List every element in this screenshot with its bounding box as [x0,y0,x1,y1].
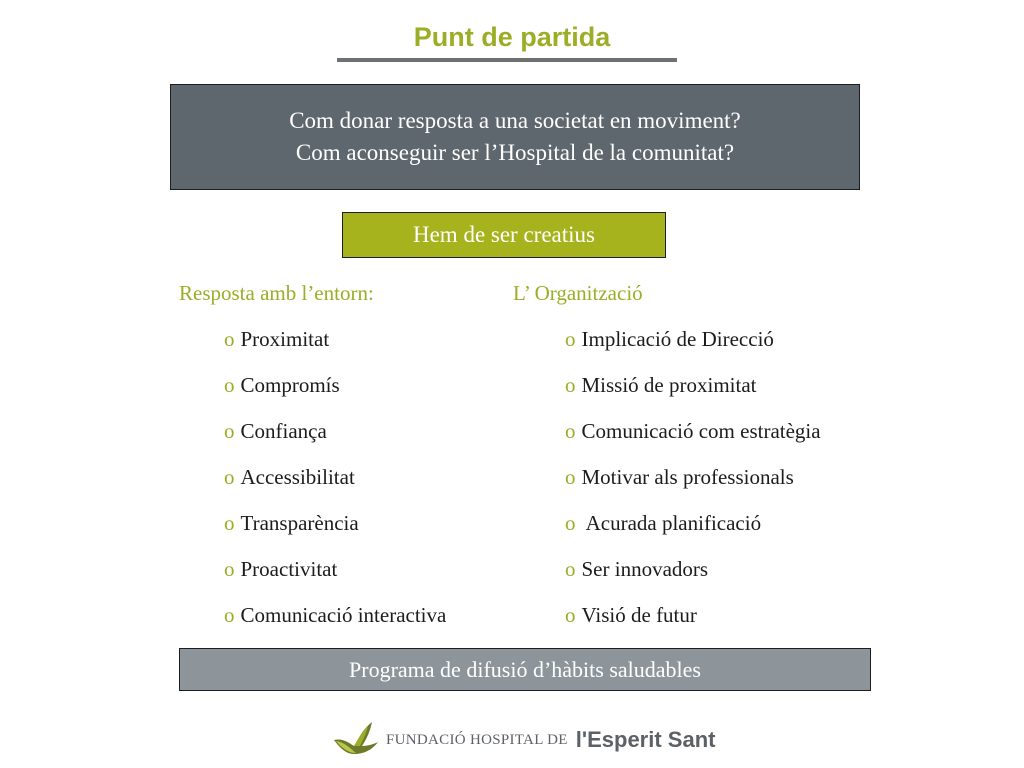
list-item: o Visió de futur [565,603,697,627]
list-item: o Proximitat [224,327,330,351]
question-line-1: Com donar resposta a una societat en moviment? [289,108,741,133]
bullet-icon: o [224,327,235,351]
bullet-icon: o [224,557,235,581]
list-item: o Transparència [224,511,359,535]
list-item: o Acurada planificació [565,511,762,535]
list-item: o Missió de proximitat [565,373,757,397]
list-item: o Implicació de Direcció [565,327,774,351]
highlight-box: Hem de ser creatius [342,212,666,258]
page-title: Punt de partida [413,22,611,52]
bullet-icon: o [565,419,576,443]
org-name: l'Esperit Sant [575,727,716,752]
right-column-list [565,322,821,644]
list-item: o Comunicació com estratègia [565,419,821,443]
bullet-icon: o [224,373,235,397]
dove-logo-icon [332,720,380,760]
right-column-heading: L’ Organització [513,281,643,305]
left-column-heading: Resposta amb l’entorn: [179,281,374,305]
list-item: o Comunicació interactiva [224,603,447,627]
bullet-icon: o [224,465,235,489]
bullet-icon: o [565,557,576,581]
bullet-icon: o [224,603,235,627]
program-box: Programa de difusió d’hàbits saludables [179,648,871,691]
bullet-icon: o [565,465,576,489]
list-item: o Confiança [224,419,327,443]
list-item: o Ser innovadors [565,557,709,581]
footer-logo [332,718,715,762]
list-item: o Motivar als professionals [565,465,794,489]
question-line-2: Com aconseguir ser l’Hospital de la comunitat? [295,140,735,165]
list-item: o Accessibilitat [224,465,355,489]
title-underline [337,58,677,62]
list-item: o Proactivitat [224,557,338,581]
bullet-icon: o [224,419,235,443]
question-box [170,84,860,190]
list-item: o Compromís [224,373,340,397]
bullet-icon: o [565,327,576,351]
bullet-icon: o [224,511,235,535]
left-column-list [224,322,446,644]
org-prefix: FUNDACIÓ HOSPITAL DE [386,731,568,748]
bullet-icon: o [565,373,576,397]
bullet-icon: o [565,603,576,627]
bullet-icon: o [565,511,576,535]
